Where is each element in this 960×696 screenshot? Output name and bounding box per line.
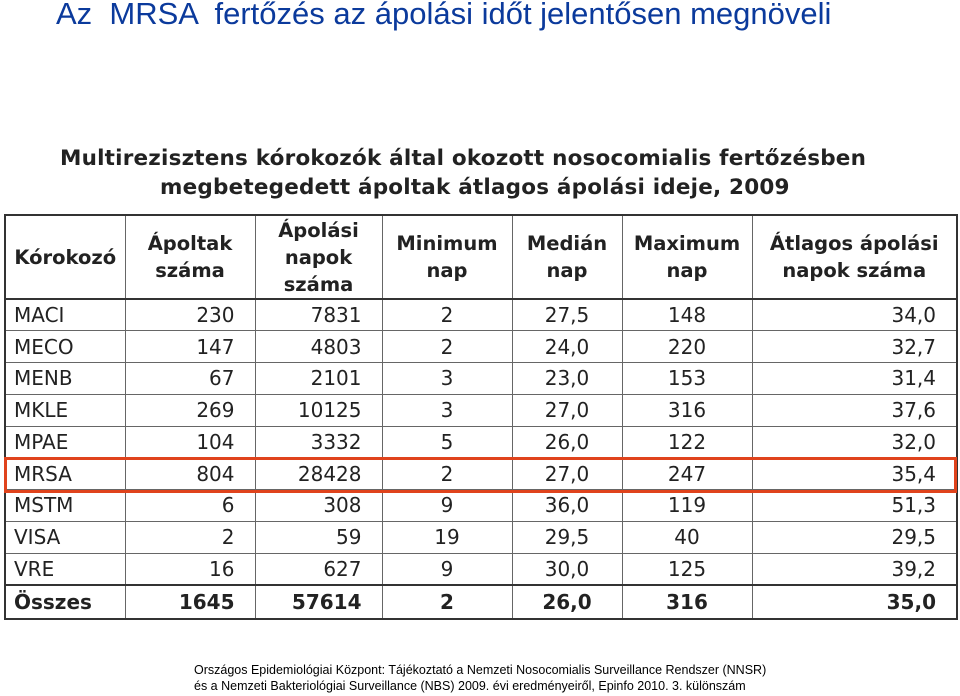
table-title-line2: megbetegedett ápoltak átlagos ápolási ideje, 2009	[160, 175, 790, 200]
pathogen-cell: MENB	[5, 363, 125, 395]
maximum-cell: 122	[622, 426, 752, 458]
average-cell: 32,0	[752, 426, 957, 458]
care-days-cell: 59	[255, 521, 382, 553]
minimum-cell: 19	[382, 521, 512, 553]
table-header-row	[5, 215, 957, 299]
table-row	[5, 426, 957, 458]
patients-cell: 2	[125, 521, 255, 553]
table-title-line1: Multirezisztens kórokozók által okozott nosocomialis fertőzésben	[60, 146, 867, 171]
patients-cell: 269	[125, 394, 255, 426]
los-table	[4, 214, 958, 620]
table-row	[5, 331, 957, 363]
source-line2: és a Nemzeti Bakteriológiai Surveillance (NBS) 2009. évi eredményeiről, Epinfo 2010. 3. különszám	[194, 679, 746, 693]
patients-cell: 804	[125, 458, 255, 490]
patients-cell: 67	[125, 363, 255, 395]
care-days-cell: 4803	[255, 331, 382, 363]
median-cell: 27,0	[512, 458, 622, 490]
column-header: Kórokozó	[5, 215, 125, 299]
pathogen-cell: MRSA	[5, 458, 125, 490]
average-cell: 35,4	[752, 458, 957, 490]
minimum-cell: 5	[382, 426, 512, 458]
column-header: Ápolási napok száma	[255, 215, 382, 299]
care-days-cell: 10125	[255, 394, 382, 426]
column-header: Minimum nap	[382, 215, 512, 299]
care-days-cell: 7831	[255, 299, 382, 331]
maximum-cell: 119	[622, 490, 752, 522]
maximum-cell: 247	[622, 458, 752, 490]
maximum-cell: 125	[622, 553, 752, 585]
table-title	[60, 144, 866, 202]
patients-cell: 147	[125, 331, 255, 363]
patients-cell: 230	[125, 299, 255, 331]
table-row	[5, 363, 957, 395]
pathogen-cell: MACI	[5, 299, 125, 331]
total-row	[5, 585, 957, 619]
average-cell: 39,2	[752, 553, 957, 585]
average-cell: 34,0	[752, 299, 957, 331]
minimum-cell: 9	[382, 490, 512, 522]
column-header: Medián nap	[512, 215, 622, 299]
table-row	[5, 394, 957, 426]
care-days-cell: 28428	[255, 458, 382, 490]
median-cell: 26,0	[512, 585, 622, 619]
median-cell: 27,5	[512, 299, 622, 331]
maximum-cell: 220	[622, 331, 752, 363]
minimum-cell: 9	[382, 553, 512, 585]
minimum-cell: 3	[382, 394, 512, 426]
patients-cell: 1645	[125, 585, 255, 619]
minimum-cell: 2	[382, 458, 512, 490]
table-row	[5, 521, 957, 553]
source-caption	[194, 662, 766, 694]
maximum-cell: 316	[622, 394, 752, 426]
care-days-cell: 627	[255, 553, 382, 585]
median-cell: 26,0	[512, 426, 622, 458]
median-cell: 36,0	[512, 490, 622, 522]
average-cell: 35,0	[752, 585, 957, 619]
care-days-cell: 3332	[255, 426, 382, 458]
maximum-cell: 148	[622, 299, 752, 331]
average-cell: 31,4	[752, 363, 957, 395]
table-row-mrsa	[5, 458, 957, 490]
average-cell: 51,3	[752, 490, 957, 522]
source-line1: Országos Epidemiológiai Központ: Tájékoztató a Nemzeti Nosocomialis Surveillance Rendszer (NNSR)	[194, 663, 767, 677]
median-cell: 27,0	[512, 394, 622, 426]
average-cell: 32,7	[752, 331, 957, 363]
minimum-cell: 3	[382, 363, 512, 395]
average-cell: 29,5	[752, 521, 957, 553]
patients-cell: 16	[125, 553, 255, 585]
average-cell: 37,6	[752, 394, 957, 426]
median-cell: 24,0	[512, 331, 622, 363]
maximum-cell: 40	[622, 521, 752, 553]
pathogen-cell: MPAE	[5, 426, 125, 458]
pathogen-cell: MKLE	[5, 394, 125, 426]
pathogen-cell: VISA	[5, 521, 125, 553]
pathogen-cell: MSTM	[5, 490, 125, 522]
minimum-cell: 2	[382, 299, 512, 331]
median-cell: 30,0	[512, 553, 622, 585]
minimum-cell: 2	[382, 585, 512, 619]
median-cell: 29,5	[512, 521, 622, 553]
pathogen-cell: MECO	[5, 331, 125, 363]
table-row	[5, 490, 957, 522]
patients-cell: 104	[125, 426, 255, 458]
slide-title: Az MRSA fertőzés az ápolási időt jelentősen megnöveli	[56, 0, 832, 31]
column-header: Maximum nap	[622, 215, 752, 299]
care-days-cell: 57614	[255, 585, 382, 619]
median-cell: 23,0	[512, 363, 622, 395]
maximum-cell: 153	[622, 363, 752, 395]
patients-cell: 6	[125, 490, 255, 522]
care-days-cell: 308	[255, 490, 382, 522]
minimum-cell: 2	[382, 331, 512, 363]
maximum-cell: 316	[622, 585, 752, 619]
pathogen-cell: VRE	[5, 553, 125, 585]
table-row	[5, 299, 957, 331]
care-days-cell: 2101	[255, 363, 382, 395]
total-label: Összes	[5, 585, 125, 619]
column-header: Ápoltak száma	[125, 215, 255, 299]
table-row	[5, 553, 957, 585]
column-header: Átlagos ápolási napok száma	[752, 215, 957, 299]
